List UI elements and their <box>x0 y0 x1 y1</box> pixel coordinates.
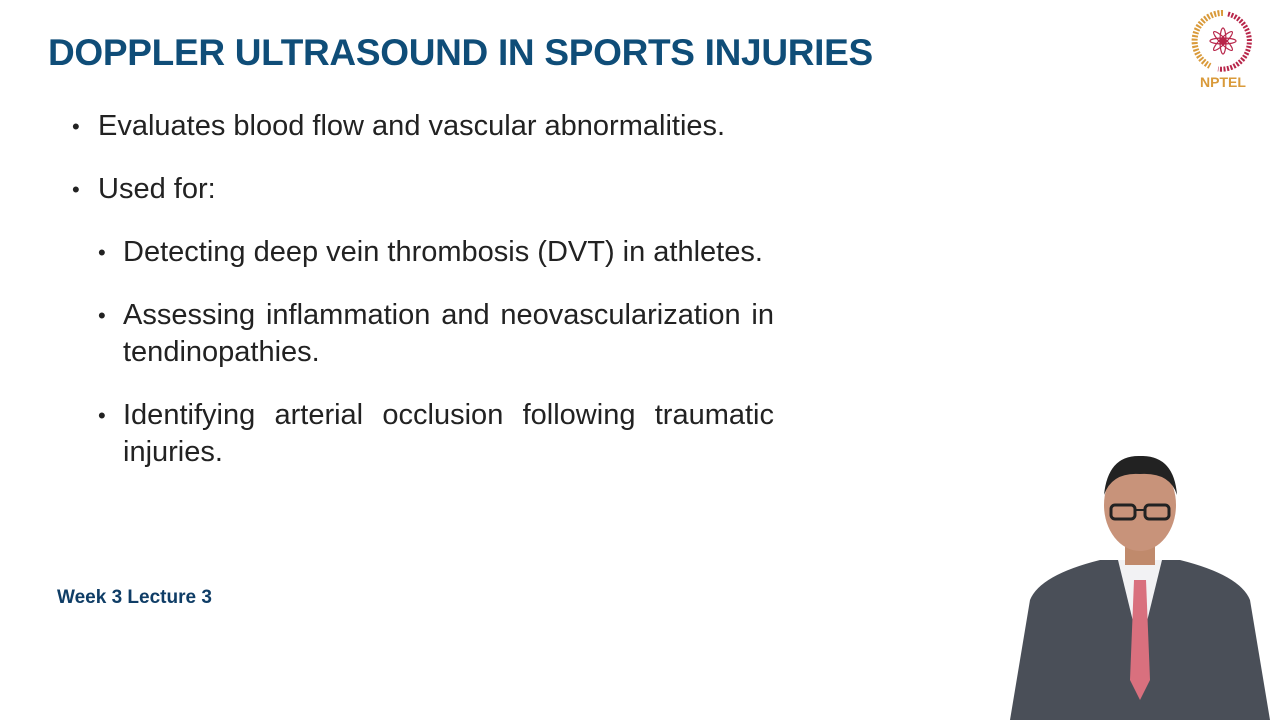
presenter-video <box>1000 450 1280 720</box>
bullet-item <box>70 171 774 208</box>
bullet-text: Identifying arterial occlusion following traumatic injuries. <box>123 399 774 468</box>
sub-bullet-item <box>70 397 774 471</box>
bullet-text: Detecting deep vein thrombosis (DVT) in athletes. <box>123 236 763 268</box>
bullet-icon: • <box>72 114 80 139</box>
bullet-icon: • <box>98 403 106 428</box>
bullet-text: Used for: <box>98 173 216 205</box>
bullet-list <box>70 108 774 497</box>
lecture-footer: Week 3 Lecture 3 <box>57 587 212 608</box>
sub-bullet-item <box>70 234 774 271</box>
bullet-icon: • <box>98 303 106 328</box>
bullet-text: Evaluates blood flow and vascular abnormalities. <box>98 110 726 142</box>
bullet-text: Assessing inflammation and neovascularization in tendinopathies. <box>123 299 774 368</box>
bullet-icon: • <box>72 177 80 202</box>
bullet-icon: • <box>98 240 106 265</box>
sub-bullet-item <box>70 297 774 371</box>
slide-title: DOPPLER ULTRASOUND IN SPORTS INJURIES <box>48 32 873 73</box>
nptel-logo <box>1190 8 1256 92</box>
bullet-item <box>70 108 774 145</box>
nptel-logo-text: NPTEL <box>1200 74 1246 90</box>
nptel-emblem-icon <box>1190 8 1256 74</box>
